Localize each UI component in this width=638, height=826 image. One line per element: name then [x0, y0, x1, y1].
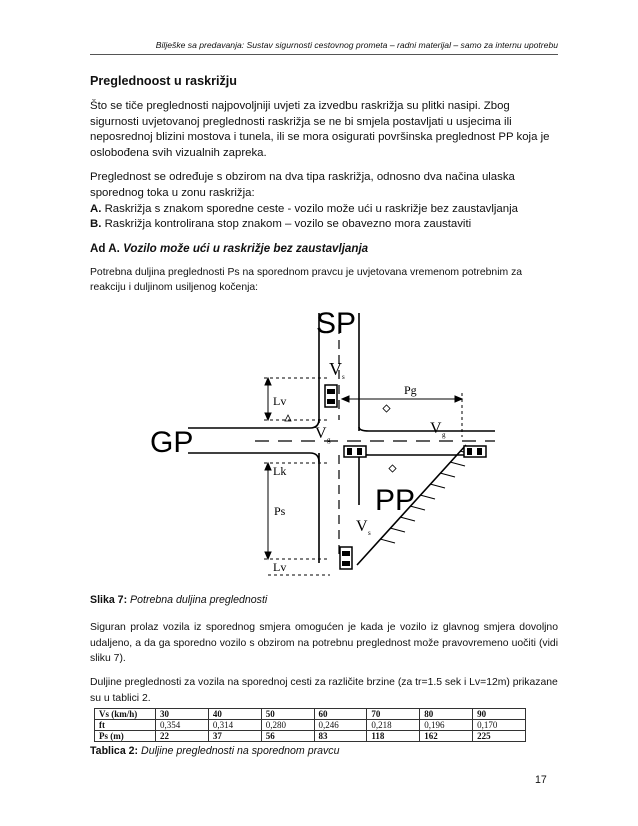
- table-caption: [90, 744, 558, 760]
- item-a-text: Raskrižja s znakom sporedne ceste - vozilo može ući u raskrižje bez zaustavljanja: [101, 202, 518, 215]
- section-title: Preglednoost u raskrižju: [90, 74, 237, 88]
- table-cell: 70: [367, 709, 420, 720]
- table-row: [95, 731, 526, 742]
- table-cell: 56: [261, 731, 314, 742]
- figure-caption-text: Potrebna duljina preglednosti: [127, 593, 268, 606]
- table-cell: 90: [473, 709, 526, 720]
- table-row: [95, 720, 526, 731]
- label-vs-top-sub: s: [342, 372, 345, 381]
- table-cell: 37: [208, 731, 261, 742]
- item-b-text: Raskrižja kontrolirana stop znakom – vozilo se obavezno mora zaustaviti: [101, 218, 472, 231]
- row-label-ps: Ps (m): [95, 731, 156, 742]
- header-divider: [90, 54, 558, 55]
- label-vs-bottom: V: [356, 517, 368, 535]
- table-intro-paragraph: Duljine preglednosti za vozila na sporednoj cesti za različite brzine (za tr=1.5 sek i Lv=12m) prikazane su u tablici 2.: [90, 677, 558, 704]
- running-header: Bilješke sa predavanja: Sustav sigurnosti cestovnog prometa – radni materijal – samo za internu upotrebu: [155, 40, 558, 50]
- table-cell: 0,354: [156, 720, 209, 731]
- table-cell: 40: [208, 709, 261, 720]
- table-cell: 0,246: [314, 720, 367, 731]
- label-lk: Lk: [273, 463, 287, 478]
- table-cell: 0,218: [367, 720, 420, 731]
- types-paragraph: [90, 170, 558, 232]
- subheading-text: Vozilo može ući u raskrižje bez zaustavljanja: [123, 241, 369, 255]
- table-cell: 0,170: [473, 720, 526, 731]
- table-cell: 83: [314, 731, 367, 742]
- sight-distance-table: [94, 708, 526, 742]
- label-vg-left-sub: g: [327, 435, 331, 444]
- table-cell: 80: [420, 709, 473, 720]
- figure-caption: [90, 593, 558, 609]
- label-vg-left: V: [315, 424, 327, 442]
- diamond-marker-top: [383, 405, 390, 412]
- types-intro: Preglednost se određuje s obzirom na dva tipa raskrižja, odnosno dva načina ulaska sporednog toka u zonu raskrižja:: [90, 171, 515, 199]
- table-cell: 22: [156, 731, 209, 742]
- table-cell: 162: [420, 731, 473, 742]
- table-cell: 30: [156, 709, 209, 720]
- intro-paragraph: Što se tiče preglednosti najpovoljniji uvjeti za izvedbu raskrižja su plitki nasipi. Zbog sigurnosti uvjetovanoj preglednosti raskrižja se ne bi smjela postavljati u usjecima ili neposrednoj blizini mostova i tunela, ili se mora osigurati površinska preglednost PP koja je oslobođena svih vizualnih zapreka.: [90, 100, 550, 159]
- table-cell: 0,196: [420, 720, 473, 731]
- label-vs-bottom-sub: s: [368, 528, 371, 537]
- main-road: [188, 419, 495, 462]
- label-lv-top: Lv: [273, 393, 287, 408]
- vehicle-main-left: [344, 446, 366, 457]
- subheading-ad-a: [90, 242, 558, 255]
- table-cell: 0,280: [261, 720, 314, 731]
- table-cell: 60: [314, 709, 367, 720]
- ps-paragraph: Potrebna duljina preglednosti Ps na sporednom pravcu je uvjetovana vremenom potrebnim za reakciju i duljinom usiljenog kočenja:: [90, 266, 523, 294]
- subheading-prefix: Ad A.: [90, 241, 124, 255]
- label-vg-right-sub: g: [442, 430, 446, 439]
- label-ps: Ps: [274, 503, 286, 518]
- item-b-label: B.: [90, 218, 102, 231]
- item-a-label: A.: [90, 202, 102, 215]
- label-vg-right: V: [430, 419, 442, 437]
- vehicle-main-right: [464, 446, 486, 457]
- safe-passage-paragraph: Siguran prolaz vozila iz sporednog smjera omogućen je kada je vozilo iz glavnog smjera dovoljno udaljeno, a da ga sporedno vozilo s obzirom na potrebnu preglednost može pravovremeno uočiti (vidi sliku 7).: [90, 622, 558, 664]
- label-pg: Pg: [404, 382, 417, 397]
- page-content: [90, 74, 558, 772]
- intersection-diagram: [90, 305, 530, 587]
- table-caption-text: Duljine preglednosti na sporednom pravcu: [138, 745, 340, 758]
- vehicle-secondary-top: [325, 385, 337, 407]
- table-cell: 225: [473, 731, 526, 742]
- label-pp: PP: [375, 483, 416, 517]
- vehicle-secondary-bottom: [340, 547, 352, 569]
- table-cell: 0,314: [208, 720, 261, 731]
- table-cell: 50: [261, 709, 314, 720]
- label-sp: SP: [316, 306, 357, 340]
- dimension-lines: [264, 378, 462, 575]
- figure-caption-label: Slika 7:: [90, 593, 128, 606]
- label-lv-bottom: Lv: [273, 559, 287, 574]
- label-gp: GP: [150, 425, 194, 459]
- table-caption-label: Tablica 2:: [90, 745, 139, 758]
- intersection-figure: [90, 305, 530, 587]
- page-number: 17: [535, 774, 547, 786]
- label-vs-top: V: [329, 358, 342, 379]
- row-label-friction: ft: [95, 720, 156, 731]
- table-cell: 118: [367, 731, 420, 742]
- row-label-speed: Vs (km/h): [95, 709, 156, 720]
- table-row: [95, 709, 526, 720]
- diamond-marker-bottom: [389, 465, 396, 472]
